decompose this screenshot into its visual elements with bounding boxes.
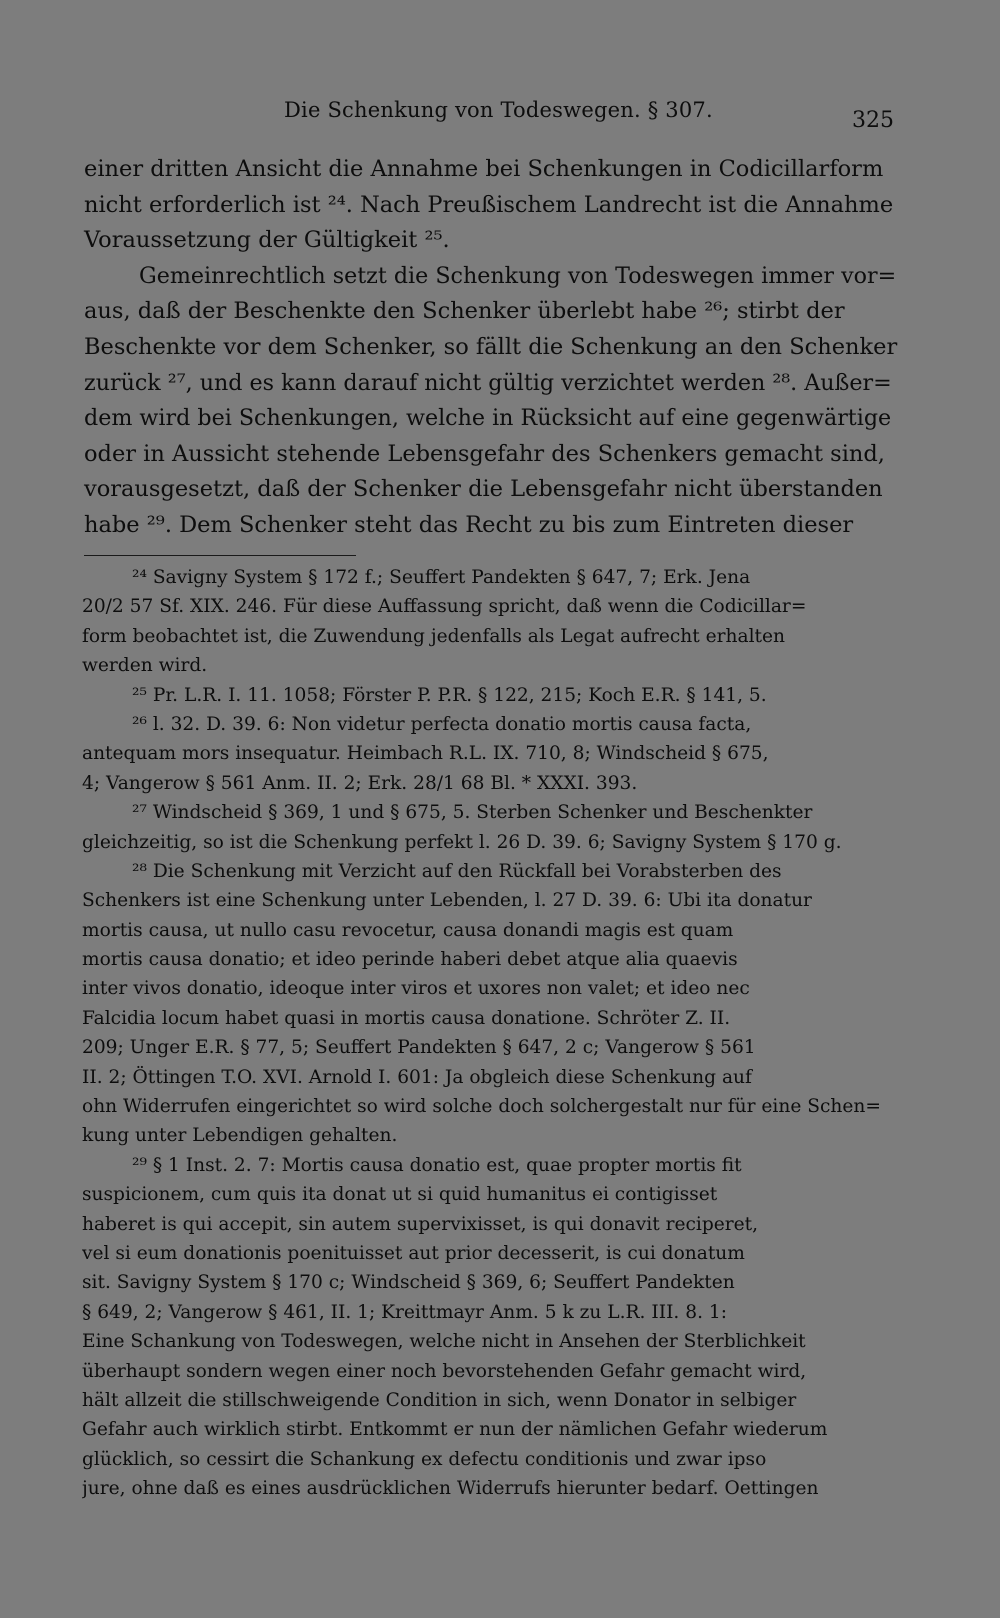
footnote-line: form beobachtet ist, die Zuwendung jedenfalls als Legat aufrecht erhalten xyxy=(82,625,785,647)
body-line: zurück ²⁷, und es kann darauf nicht gültig verzichtet werden ²⁸. Außer= xyxy=(84,369,892,396)
footnote-line: glücklich, so cessirt die Schankung ex defectu conditionis und zwar ipso xyxy=(82,1448,767,1470)
footnote-line: haberet is qui accepit, sin autem supervixisset, is qui donavit reciperet, xyxy=(82,1213,759,1235)
footnote-separator xyxy=(84,555,356,556)
body-line: nicht erforderlich ist ²⁴. Nach Preußischem Landrecht ist die Annahme xyxy=(84,191,894,218)
footnote-line: gleichzeitig, so ist die Schenkung perfekt l. 26 D. 39. 6; Savigny System § 170 g. xyxy=(82,831,842,853)
footnote-line: mortis causa, ut nullo casu revocetur, causa donandi magis est quam xyxy=(82,919,734,941)
footnote-line: ²⁷ Windscheid § 369, 1 und § 675, 5. Sterben Schenker und Beschenkter xyxy=(132,802,813,824)
footnote-line: vel si eum donationis poenituisset aut prior decesserit, is cui donatum xyxy=(82,1242,745,1264)
footnote-line: suspicionem, cum quis ita donat ut si quid humanitus ei contigisset xyxy=(82,1184,718,1206)
running-title: Die Schenkung von Todeswegen. § 307. xyxy=(284,98,713,122)
body-line: dem wird bei Schenkungen, welche in Rücksicht auf eine gegenwärtige xyxy=(84,405,892,432)
footnote-line: Eine Schankung von Todeswegen, welche nicht in Ansehen der Sterblichkeit xyxy=(82,1331,806,1353)
body-line: oder in Aussicht stehende Lebensgefahr des Schenkers gemacht sind, xyxy=(84,440,885,467)
footnote-line: überhaupt sondern wegen einer noch bevorstehenden Gefahr gemacht wird, xyxy=(82,1360,807,1382)
footnote-line: inter vivos donatio, ideoque inter viros et uxores non valet; et ideo nec xyxy=(82,978,750,1000)
body-line: Gemeinrechtlich setzt die Schenkung von Todeswegen immer vor= xyxy=(139,262,897,289)
footnote-line: ²⁶ l. 32. D. 39. 6: Non videtur perfecta donatio mortis causa facta, xyxy=(132,713,752,735)
footnote-line: ²⁸ Die Schenkung mit Verzicht auf den Rückfall bei Vorabsterben des xyxy=(132,860,782,882)
page-number: 325 xyxy=(852,108,894,133)
body-line: habe ²⁹. Dem Schenker steht das Recht zu bis zum Eintreten dieser xyxy=(84,511,854,538)
footnote-line: jure, ohne daß es eines ausdrücklichen Widerrufs hierunter bedarf. Oettingen xyxy=(82,1478,819,1500)
body-line: vorausgesetzt, daß der Schenker die Lebensgefahr nicht überstanden xyxy=(84,476,883,503)
footnote-line: Falcidia locum habet quasi in mortis causa donatione. Schröter Z. II. xyxy=(82,1007,731,1029)
footnote-line: mortis causa donatio; et ideo perinde haberi debet atque alia quaevis xyxy=(82,949,738,971)
footnote-line: werden wird. xyxy=(82,655,208,677)
footnote-line: ²⁵ Pr. L.R. I. 11. 1058; Förster P. P.R. § 122, 215; Koch E.R. § 141, 5. xyxy=(132,684,767,706)
footnote-line: ²⁹ § 1 Inst. 2. 7: Mortis causa donatio est, quae propter mortis fit xyxy=(132,1154,742,1176)
footnote-line: § 649, 2; Vangerow § 461, II. 1; Kreittmayr Anm. 5 k zu L.R. III. 8. 1: xyxy=(82,1301,727,1323)
footnotes xyxy=(82,563,896,1504)
footnote-line: 20/2 57 Sf. XIX. 246. Für diese Auffassung spricht, daß wenn die Codicillar= xyxy=(82,596,807,618)
footnote-line: II. 2; Öttingen T.O. XVI. Arnold I. 601: Ja obgleich diese Schenkung auf xyxy=(82,1066,752,1088)
footnote-line: hält allzeit die stillschweigende Condition in sich, wenn Donator in selbiger xyxy=(82,1389,797,1411)
footnote-line: 209; Unger E.R. § 77, 5; Seuffert Pandekten § 647, 2 c; Vangerow § 561 xyxy=(82,1037,756,1059)
footnote-line: 4; Vangerow § 561 Anm. II. 2; Erk. 28/1 68 Bl. * XXXI. 393. xyxy=(82,772,638,794)
footnote-line: Schenkers ist eine Schenkung unter Lebenden, l. 27 D. 39. 6: Ubi ita donatur xyxy=(82,890,812,912)
body-line: aus, daß der Beschenkte den Schenker überlebt habe ²⁶; stirbt der xyxy=(84,298,845,325)
page-header xyxy=(84,96,894,136)
footnote-line: ohn Widerrufen eingerichtet so wird solche doch solchergestalt nur für eine Schen= xyxy=(82,1096,881,1118)
main-text xyxy=(84,152,896,544)
footnote-line: ²⁴ Savigny System § 172 f.; Seuffert Pandekten § 647, 7; Erk. Jena xyxy=(132,567,751,588)
footnote-line: antequam mors insequatur. Heimbach R.L. IX. 710, 8; Windscheid § 675, xyxy=(82,743,769,765)
footnote-line: sit. Savigny System § 170 c; Windscheid § 369, 6; Seuffert Pandekten xyxy=(82,1272,735,1294)
body-line: Beschenkte vor dem Schenker, so fällt die Schenkung an den Schenker xyxy=(84,333,898,360)
body-line: einer dritten Ansicht die Annahme bei Schenkungen in Codicillarform xyxy=(84,156,884,182)
footnote-line: Gefahr auch wirklich stirbt. Entkommt er nun der nämlichen Gefahr wiederum xyxy=(82,1419,828,1441)
body-line: Voraussetzung der Gültigkeit ²⁵. xyxy=(84,227,450,254)
footnote-line: kung unter Lebendigen gehalten. xyxy=(82,1125,398,1147)
